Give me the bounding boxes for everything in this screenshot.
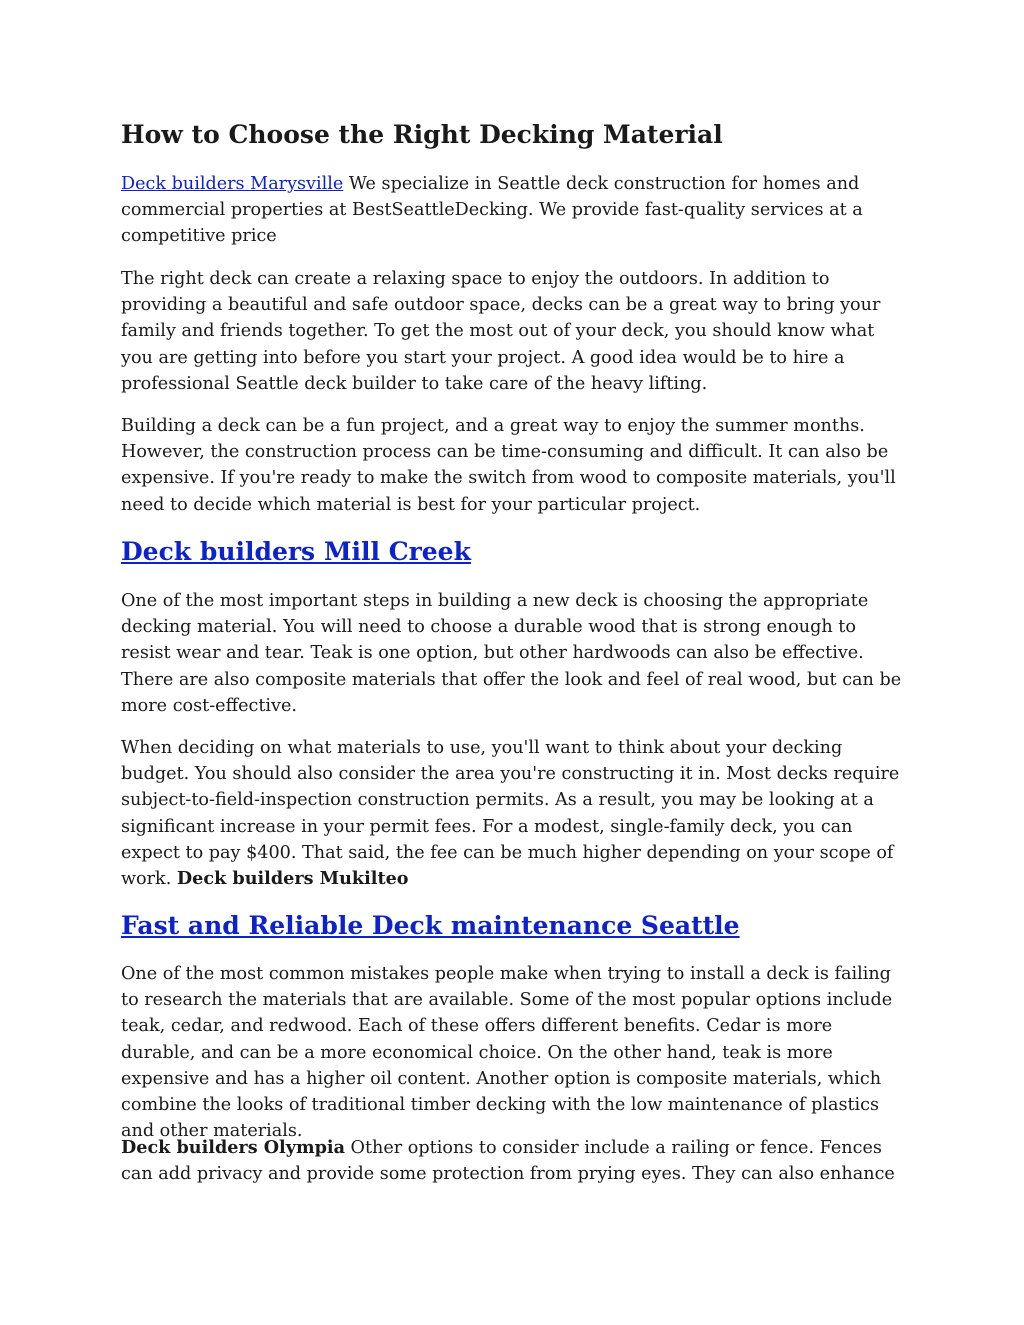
budget-paragraph (121, 735, 907, 892)
body-paragraph: Building a deck can be a fun project, and a great way to enjoy the summer months. However, the construction process can be time-consuming and difficult. It can also be expensive. If you're ready to make the switch from wood to composite materials, you'll need to decide which material is best for your particular project. (121, 416, 896, 515)
deck-builders-marysville-link[interactable]: Deck builders Marysville (121, 174, 344, 194)
body-paragraph: One of the most important steps in building a new deck is choosing the appropriate decking material. You will need to choose a durable wood that is strong enough to resist wear and tear. Teak is one option, but other hardwoods can also be effective. There are also composite materials that offer the look and feel of real wood, but can be more cost-effective. (121, 591, 902, 716)
last-paragraph (121, 1135, 907, 1187)
deck-maintenance-seattle-link[interactable]: Fast and Reliable Deck maintenance Seattle (121, 911, 740, 940)
deck-builders-mill-creek-link[interactable]: Deck builders Mill Creek (121, 537, 471, 566)
page-title: How to Choose the Right Decking Material (121, 120, 723, 149)
intro-text: We specialize in Seattle deck construction for homes and commercial properties at BestSeattleDecking. We provide fast-quality services at a competitive price (121, 174, 863, 247)
intro-paragraph (121, 171, 907, 250)
last-paragraph-text: Other options to consider include a railing or fence. Fences can add privacy and provide some protection from prying eyes. They can also enhance (121, 1138, 895, 1185)
body-paragraph: The right deck can create a relaxing space to enjoy the outdoors. In addition to providing a beautiful and safe outdoor space, decks can be a great way to bring your family and friends together. To get the most out of your deck, you should know what you are getting into before you start your project. A good idea would be to hire a professional Seattle deck builder to take care of the heavy lifting. (121, 269, 881, 394)
deck-builders-mukilteo-text: Deck builders Mukilteo (176, 868, 409, 890)
budget-text: When deciding on what materials to use, you'll want to think about your decking budget. You should also consider the area you're constructing it in. Most decks require subject-to-field-inspection construction permits. As a result, you may be looking at a significant increase in your permit fees. For a modest, single-family deck, you can expect to pay $400. That said, the fee can be much higher depending on your scope of work. (121, 738, 900, 890)
section-heading-deck-maintenance[interactable] (121, 909, 740, 943)
body-paragraph: One of the most common mistakes people make when trying to install a deck is failing to research the materials that are available. Some of the most popular options include teak, cedar, and redwood. Each of these offers different benefits. Cedar is more durable, and can be a more economical choice. On the other hand, teak is more expensive and has a higher oil content. Another option is composite materials, which combine the looks of traditional timber decking with the low maintenance of plastics and other materials. (121, 964, 893, 1142)
deck-builders-olympia-text: Deck builders Olympia (121, 1137, 345, 1158)
section-heading-mill-creek[interactable] (121, 535, 471, 569)
